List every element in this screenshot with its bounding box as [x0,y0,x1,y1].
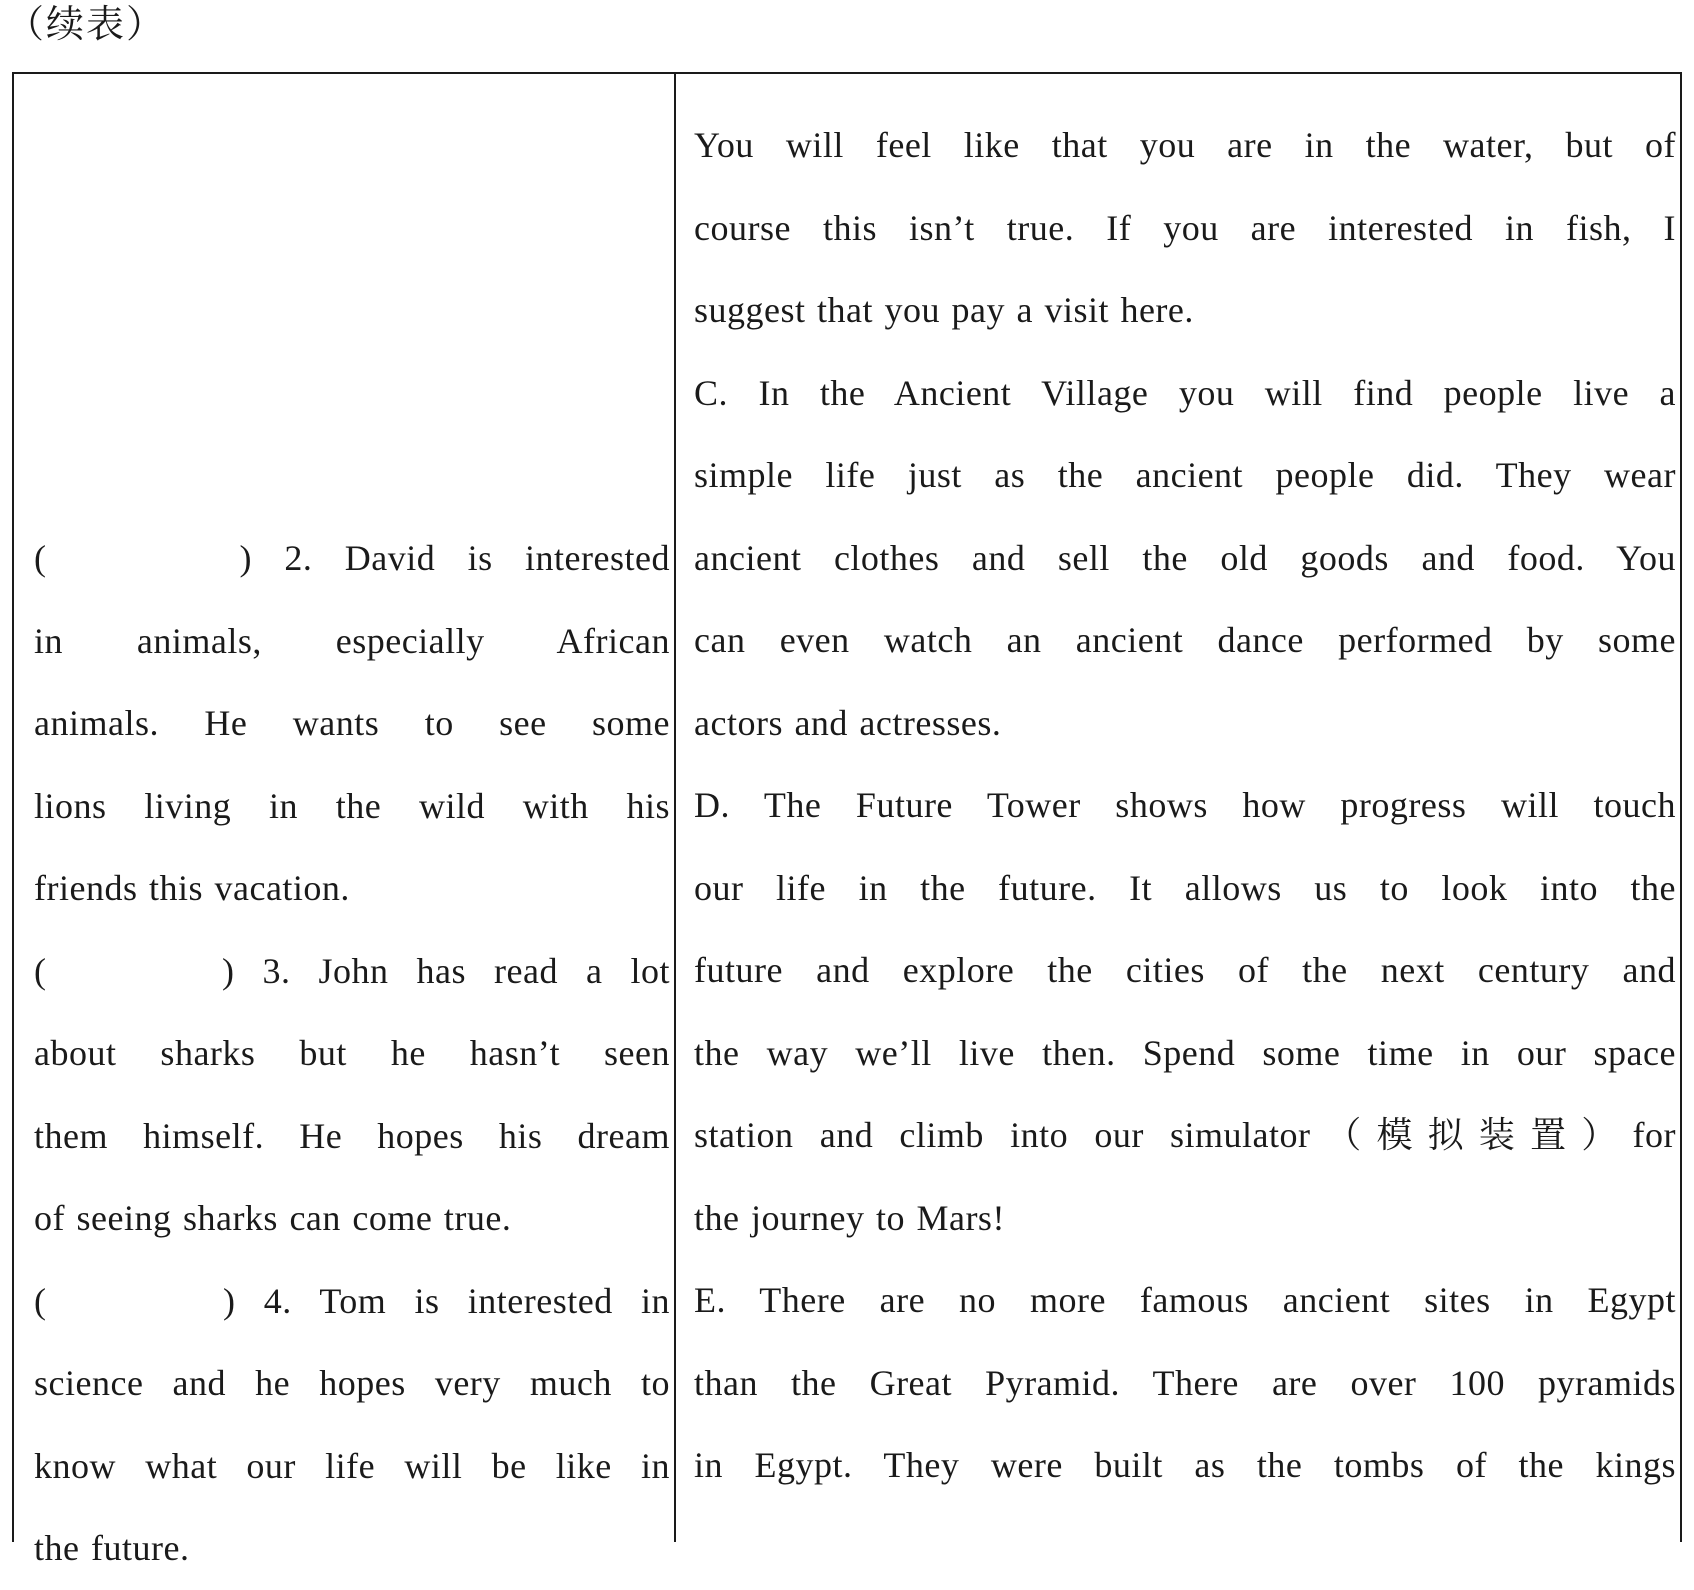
question-4-line-3: know what our life will be like in [34,1445,670,1486]
passage-e-line-1: E. There are no more famous ancient sites in Egypt [694,1280,1676,1320]
question-3-line-4: of seeing sharks can come true. [34,1198,512,1238]
passage-c-line-1: C. In the Ancient Village you will find people live a [694,372,1676,413]
question-2-line-1: ( ) 2. David is interested [34,538,670,578]
passage-c-line-3: ancient clothes and sell the old goods and food. You [694,537,1676,578]
question-2-line-3: animals. He wants to see some [34,703,670,743]
passage-e-line-2: than the Great Pyramid. There are over 100 pyramids [694,1362,1676,1403]
continued-label: （续表） [6,2,167,46]
column-divider [674,74,676,1542]
question-4-line-1: ( ) 4. Tom is interested in [34,1280,670,1321]
question-3-line-2: about sharks but he hasn’t seen [34,1033,670,1073]
passage-d-line-3: future and explore the cities of the next century and [694,950,1676,990]
question-3-line-3: them himself. He hopes his dream [34,1115,670,1156]
passage-d-line-4: the way we’ll live then. Spend some time in our space [694,1032,1676,1073]
question-3-line-1: ( ) 3. John has read a lot [34,950,670,991]
question-4-line-2: science and he hopes very much to [34,1363,670,1403]
passage-d-line-1: D. The Future Tower shows how progress will touch [694,785,1676,825]
passage-c-line-4: can even watch an ancient dance performed by some [694,620,1676,660]
passage-d-line-6: the journey to Mars! [694,1197,1005,1238]
passage-b-line-2: course this isn’t true. If you are interested in fish, I [694,207,1676,248]
passage-e-line-3: in Egypt. They were built as the tombs of the kings [694,1445,1676,1485]
passage-b-line-3: suggest that you pay a visit here. [694,290,1194,330]
passage-b-line-1: You will feel like that you are in the water, but of [694,125,1676,165]
passage-column [694,104,1676,1507]
questions-column [34,517,670,1590]
passage-c-line-5: actors and actresses. [694,702,1002,743]
passage-d-line-2: our life in the future. It allows us to look into the [694,867,1676,908]
question-4-line-4: the future. [34,1528,190,1568]
passage-c-line-2: simple life just as the ancient people did. They wear [694,455,1676,495]
question-2-line-5: friends this vacation. [34,868,350,908]
passage-d-line-5: station and climb into our simulator（模拟装置）for [694,1115,1676,1155]
reading-table [12,72,1682,1568]
question-2-line-2: in animals, especially African [34,620,670,661]
question-2-line-4: lions living in the wild with his [34,785,670,826]
